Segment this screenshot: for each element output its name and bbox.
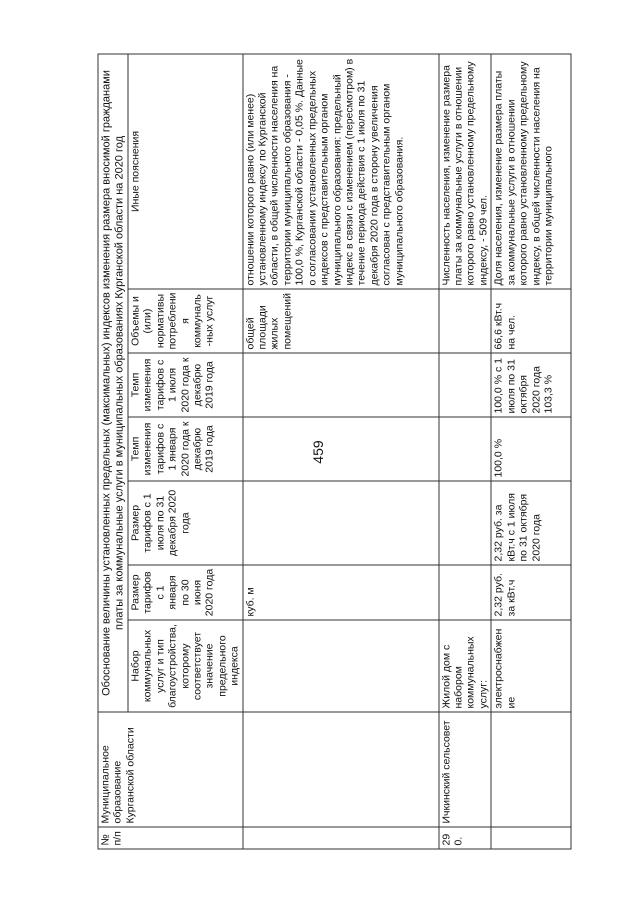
cell-volume: 66,6 кВт.ч на чел.	[491, 289, 571, 353]
col-rate2-header: Темп изменения тарифов с 1 июля 2020 года к декабрю 2019 года	[128, 353, 243, 417]
col-rate1-header: Темп изменения тарифов с 1 января 2020 года к декабрю 2019 года	[128, 417, 243, 481]
cell-tariff2	[439, 481, 492, 565]
col-tariff1-header: Размер тарифов с 1 января по 30 июня 2020 года	[128, 565, 243, 620]
cell-tariff1: куб. м	[243, 565, 439, 620]
cell-rate2	[243, 353, 439, 417]
table-title: Обоснование величины установленных предельных (максимальных) индексов изменения размера вносимой гражданами платы за коммунальные услуги в муниципальных образованиях Курганской области на 2020 год	[98, 54, 128, 712]
cell-mun	[243, 712, 439, 827]
cell-set: Жилой дом с набором коммунальных услуг:	[439, 620, 492, 712]
cell-volume	[439, 289, 492, 353]
col-volume-header: Объемы и (или) нормативы потребления коммуналь-ных услуг	[128, 289, 243, 353]
col-set-header: Набор коммунальных услуг и тип благоустройства, которому соответствует значение предельного индекса	[128, 620, 243, 712]
cell-volume: общей площади жилых помещений	[243, 289, 439, 353]
table-row	[491, 54, 571, 849]
cell-num	[243, 827, 439, 849]
cell-notes: Доля населения, изменение размера платы за коммунальные услуги в отношении которого равно установленному предельному индексу, в общей численности населения на территории муниципального	[491, 54, 571, 289]
header-row-1	[98, 54, 128, 849]
cell-notes: Численность населения, изменение размера платы за коммунальные услуги в отношении которого равно установленному предельному индексу, - 509 чел.	[439, 54, 492, 289]
cell-rate2	[439, 353, 492, 417]
cell-tariff2: 2,32 руб. за кВт.ч с 1 июля по 31 октября 2020 года	[491, 481, 571, 565]
cell-set: электроснабжение	[491, 620, 571, 712]
col-municipality-header: Муниципальное образование Курганской области	[98, 712, 243, 827]
cell-tariff1	[439, 565, 492, 620]
cell-mun: Ичкинский сельсовет	[439, 712, 492, 827]
cell-mun	[491, 712, 571, 827]
cell-tariff2	[243, 481, 439, 565]
cell-notes: отношении которого равно (или менее) установленному индексу по Курганской области, в общей численности населения на территории муниципального образования - 100,0 %, Курганской области - 0,05 %. Данные о согласовании установленных предельных индексов с представительным органом муниципального образования: предельный индекс в связи с изменением (пересмотром) в течение периода действия с 1 июля по 31 декабря 2020 года в сторону увеличения согласован с представительным органом муниципального образования.	[243, 54, 439, 289]
col-notes-header: Иные пояснения	[128, 54, 243, 289]
cell-rate1	[439, 417, 492, 481]
cell-rate1: 100,0 %	[491, 417, 571, 481]
col-tariff2-header: Размер тарифов с 1 июля по 31 декабря 2020 года	[128, 481, 243, 565]
tariff-table	[98, 53, 572, 849]
cell-num	[491, 827, 571, 849]
col-number-header: № п/п	[98, 827, 243, 849]
cell-num: 290.	[439, 827, 492, 849]
table-row	[439, 54, 492, 849]
cell-rate1	[243, 417, 439, 481]
table-row	[243, 54, 439, 849]
cell-rate2: 100,0 % с 1 июля по 31 октября 2020 года 103,3 %	[491, 353, 571, 417]
page-number: 459	[310, 440, 326, 464]
rotated-page	[98, 55, 618, 850]
cell-tariff1: 2,32 руб. за кВт.ч	[491, 565, 571, 620]
cell-set	[243, 620, 439, 712]
